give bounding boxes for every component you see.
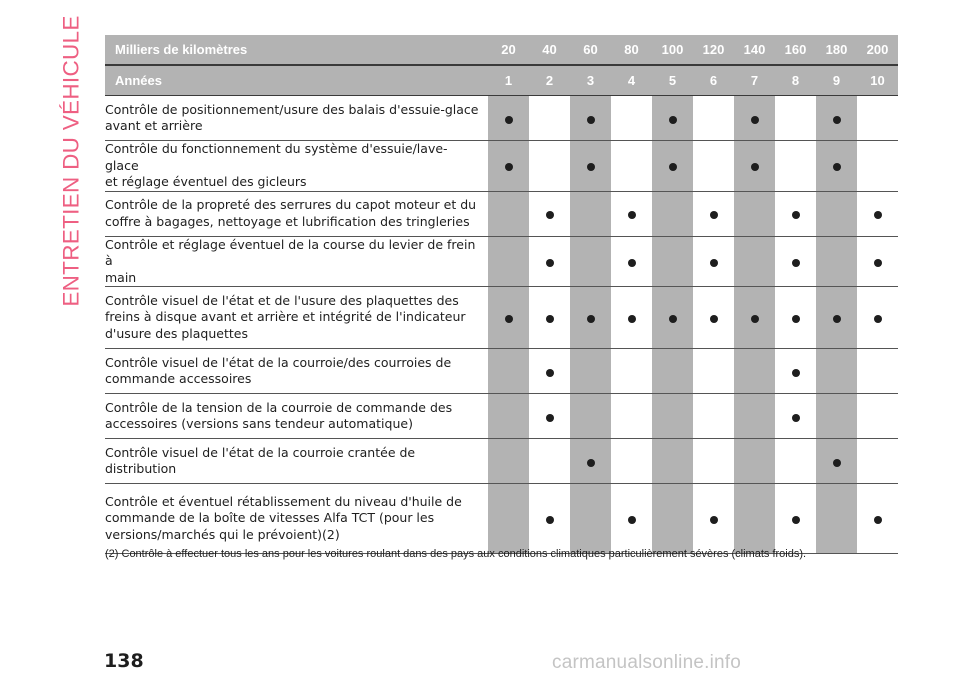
operation-description-line: main — [105, 269, 137, 285]
filled-dot-icon — [874, 259, 882, 267]
page-number: 138 — [104, 650, 144, 672]
interval-cell — [775, 96, 816, 141]
side-section-title — [52, 14, 92, 307]
years-header-row — [105, 65, 898, 96]
interval-cell — [652, 287, 693, 349]
interval-cell — [857, 439, 898, 484]
operation-description-line: freins à disque avant et arrière et intégrité de l'indicateur — [105, 309, 466, 325]
filled-dot-icon — [587, 116, 595, 124]
km-header-value: 40 — [529, 35, 570, 65]
filled-dot-icon — [792, 516, 800, 524]
interval-cell — [652, 191, 693, 236]
filled-dot-icon — [546, 211, 554, 219]
filled-dot-icon — [792, 315, 800, 323]
schedule-row — [105, 439, 898, 484]
interval-cell — [734, 394, 775, 439]
year-header-value: 2 — [529, 65, 570, 96]
interval-cell — [734, 484, 775, 554]
operation-description — [105, 349, 488, 394]
interval-cell — [816, 349, 857, 394]
schedule-row — [105, 287, 898, 349]
interval-cell — [775, 349, 816, 394]
km-header-value: 80 — [611, 35, 652, 65]
footnote: (2) Contrôle à effectuer tous les ans pour les voitures roulant dans des pays aux conditions climatiques particulièrement sévères (climats froids). — [105, 548, 807, 560]
filled-dot-icon — [710, 516, 718, 524]
schedule-body — [105, 96, 898, 554]
interval-cell — [652, 236, 693, 287]
km-header-value: 20 — [488, 35, 529, 65]
operation-description-line: accessoires (versions sans tendeur automatique) — [105, 416, 413, 431]
operation-description-line: Contrôle de la propreté des serrures du capot moteur et du — [105, 197, 477, 212]
schedule-row — [105, 141, 898, 192]
operation-description-line: distribution — [105, 461, 177, 476]
year-header-value: 10 — [857, 65, 898, 96]
filled-dot-icon — [792, 414, 800, 422]
operation-description-line: Contrôle et réglage éventuel de la course du levier de frein à — [105, 236, 476, 268]
interval-cell — [488, 141, 529, 192]
schedule-row — [105, 236, 898, 287]
filled-dot-icon — [587, 315, 595, 323]
operation-description-line: Contrôle de la tension de la courroie de commande des — [105, 399, 453, 415]
km-header-row — [105, 35, 898, 65]
filled-dot-icon — [669, 116, 677, 124]
km-header-label: Milliers de kilomètres — [105, 35, 488, 65]
interval-cell — [693, 191, 734, 236]
interval-cell — [857, 394, 898, 439]
interval-cell — [857, 96, 898, 141]
schedule-row — [105, 96, 898, 141]
interval-cell — [652, 141, 693, 192]
year-header-value: 8 — [775, 65, 816, 96]
filled-dot-icon — [628, 259, 636, 267]
interval-cell — [488, 394, 529, 439]
operation-description-line: coffre à bagages, nettoyage et lubrification des tringleries — [105, 213, 470, 229]
schedule-row — [105, 191, 898, 236]
filled-dot-icon — [710, 315, 718, 323]
year-header-value: 7 — [734, 65, 775, 96]
interval-cell — [570, 96, 611, 141]
km-header-value: 200 — [857, 35, 898, 65]
filled-dot-icon — [546, 315, 554, 323]
operation-description — [105, 236, 488, 287]
interval-cell — [816, 484, 857, 554]
filled-dot-icon — [833, 459, 841, 467]
operation-description — [105, 287, 488, 349]
interval-cell — [857, 191, 898, 236]
interval-cell — [488, 191, 529, 236]
interval-cell — [816, 439, 857, 484]
interval-cell — [611, 141, 652, 192]
interval-cell — [488, 236, 529, 287]
interval-cell — [652, 96, 693, 141]
operation-description — [105, 141, 488, 192]
km-header-value: 180 — [816, 35, 857, 65]
interval-cell — [611, 484, 652, 554]
interval-cell — [570, 394, 611, 439]
schedule-row — [105, 349, 898, 394]
interval-cell — [693, 141, 734, 192]
year-header-value: 5 — [652, 65, 693, 96]
filled-dot-icon — [628, 315, 636, 323]
year-header-value: 1 — [488, 65, 529, 96]
interval-cell — [816, 287, 857, 349]
filled-dot-icon — [628, 211, 636, 219]
filled-dot-icon — [546, 516, 554, 524]
filled-dot-icon — [874, 211, 882, 219]
operation-description — [105, 394, 488, 439]
interval-cell — [488, 484, 529, 554]
interval-cell — [570, 287, 611, 349]
interval-cell — [816, 191, 857, 236]
filled-dot-icon — [751, 163, 759, 171]
operation-description — [105, 484, 488, 554]
interval-cell — [652, 394, 693, 439]
operation-description-line: versions/marchés qui le prévoient)(2) — [105, 526, 340, 542]
filled-dot-icon — [874, 516, 882, 524]
operation-description-line: Contrôle du fonctionnement du système d'essuie/lave-glace — [105, 141, 448, 173]
interval-cell — [775, 287, 816, 349]
interval-cell — [529, 394, 570, 439]
interval-cell — [775, 439, 816, 484]
interval-cell — [611, 394, 652, 439]
interval-cell — [611, 349, 652, 394]
interval-cell — [570, 141, 611, 192]
filled-dot-icon — [546, 414, 554, 422]
interval-cell — [734, 287, 775, 349]
filled-dot-icon — [792, 259, 800, 267]
interval-cell — [857, 141, 898, 192]
operation-description-line: avant et arrière — [105, 118, 203, 133]
operation-description-line: Contrôle visuel de l'état et de l'usure des plaquettes des — [105, 292, 459, 308]
interval-cell — [529, 96, 570, 141]
interval-cell — [611, 236, 652, 287]
filled-dot-icon — [710, 211, 718, 219]
filled-dot-icon — [505, 116, 513, 124]
interval-cell — [529, 439, 570, 484]
filled-dot-icon — [833, 163, 841, 171]
operation-description-line: commande de la boîte de vitesses Alfa TCT (pour les — [105, 510, 435, 526]
km-header-value: 120 — [693, 35, 734, 65]
interval-cell — [775, 236, 816, 287]
interval-cell — [611, 287, 652, 349]
interval-cell — [693, 236, 734, 287]
filled-dot-icon — [874, 315, 882, 323]
interval-cell — [529, 287, 570, 349]
operation-description-line: commande accessoires — [105, 371, 252, 386]
km-header-value: 100 — [652, 35, 693, 65]
operation-description-line: Contrôle de positionnement/usure des balais d'essuie-glace — [105, 101, 479, 117]
interval-cell — [570, 439, 611, 484]
interval-cell — [857, 236, 898, 287]
interval-cell — [775, 394, 816, 439]
interval-cell — [652, 484, 693, 554]
interval-cell — [734, 349, 775, 394]
interval-cell — [734, 96, 775, 141]
interval-cell — [816, 236, 857, 287]
interval-cell — [734, 236, 775, 287]
filled-dot-icon — [751, 116, 759, 124]
operation-description — [105, 96, 488, 141]
operation-description-line: Contrôle et éventuel rétablissement du niveau d'huile de — [105, 493, 462, 509]
interval-cell — [488, 287, 529, 349]
operation-description-line: Contrôle visuel de l'état de la courroie crantée de — [105, 444, 416, 460]
interval-cell — [529, 141, 570, 192]
interval-cell — [775, 141, 816, 192]
interval-cell — [570, 349, 611, 394]
interval-cell — [529, 484, 570, 554]
year-header-value: 6 — [693, 65, 734, 96]
filled-dot-icon — [587, 459, 595, 467]
year-header-value: 4 — [611, 65, 652, 96]
interval-cell — [570, 236, 611, 287]
filled-dot-icon — [833, 116, 841, 124]
km-header-value: 140 — [734, 35, 775, 65]
interval-cell — [775, 191, 816, 236]
interval-cell — [570, 191, 611, 236]
filled-dot-icon — [669, 315, 677, 323]
interval-cell — [857, 287, 898, 349]
filled-dot-icon — [505, 315, 513, 323]
filled-dot-icon — [628, 516, 636, 524]
operation-description-line: Contrôle visuel de l'état de la courroie/des courroies de — [105, 354, 452, 370]
operation-description — [105, 191, 488, 236]
interval-cell — [693, 96, 734, 141]
side-section-title-text: ENTRETIEN DU VÉHICULE — [59, 14, 84, 307]
interval-cell — [611, 439, 652, 484]
interval-cell — [734, 141, 775, 192]
filled-dot-icon — [546, 369, 554, 377]
interval-cell — [652, 349, 693, 394]
schedule-row — [105, 484, 898, 554]
interval-cell — [570, 484, 611, 554]
operation-description-line: et réglage éventuel des gicleurs — [105, 174, 307, 189]
interval-cell — [529, 349, 570, 394]
interval-cell — [488, 96, 529, 141]
interval-cell — [734, 191, 775, 236]
operation-description-line: d'usure des plaquettes — [105, 325, 248, 341]
filled-dot-icon — [792, 211, 800, 219]
filled-dot-icon — [792, 369, 800, 377]
interval-cell — [693, 349, 734, 394]
interval-cell — [857, 349, 898, 394]
filled-dot-icon — [505, 163, 513, 171]
filled-dot-icon — [710, 259, 718, 267]
operation-description — [105, 439, 488, 484]
filled-dot-icon — [751, 315, 759, 323]
km-header-value: 160 — [775, 35, 816, 65]
maintenance-schedule-table — [105, 35, 898, 554]
km-header-value: 60 — [570, 35, 611, 65]
interval-cell — [488, 349, 529, 394]
interval-cell — [693, 287, 734, 349]
filled-dot-icon — [669, 163, 677, 171]
interval-cell — [529, 236, 570, 287]
filled-dot-icon — [546, 259, 554, 267]
interval-cell — [652, 439, 693, 484]
interval-cell — [611, 96, 652, 141]
interval-cell — [816, 394, 857, 439]
interval-cell — [775, 484, 816, 554]
interval-cell — [611, 191, 652, 236]
interval-cell — [488, 439, 529, 484]
filled-dot-icon — [833, 315, 841, 323]
filled-dot-icon — [587, 163, 595, 171]
schedule-row — [105, 394, 898, 439]
watermark-text: carmanualsonline.info — [552, 652, 742, 673]
interval-cell — [816, 141, 857, 192]
interval-cell — [734, 439, 775, 484]
interval-cell — [857, 484, 898, 554]
interval-cell — [529, 191, 570, 236]
interval-cell — [693, 394, 734, 439]
interval-cell — [693, 439, 734, 484]
interval-cell — [816, 96, 857, 141]
interval-cell — [693, 484, 734, 554]
years-header-label: Années — [105, 65, 488, 96]
year-header-value: 3 — [570, 65, 611, 96]
year-header-value: 9 — [816, 65, 857, 96]
